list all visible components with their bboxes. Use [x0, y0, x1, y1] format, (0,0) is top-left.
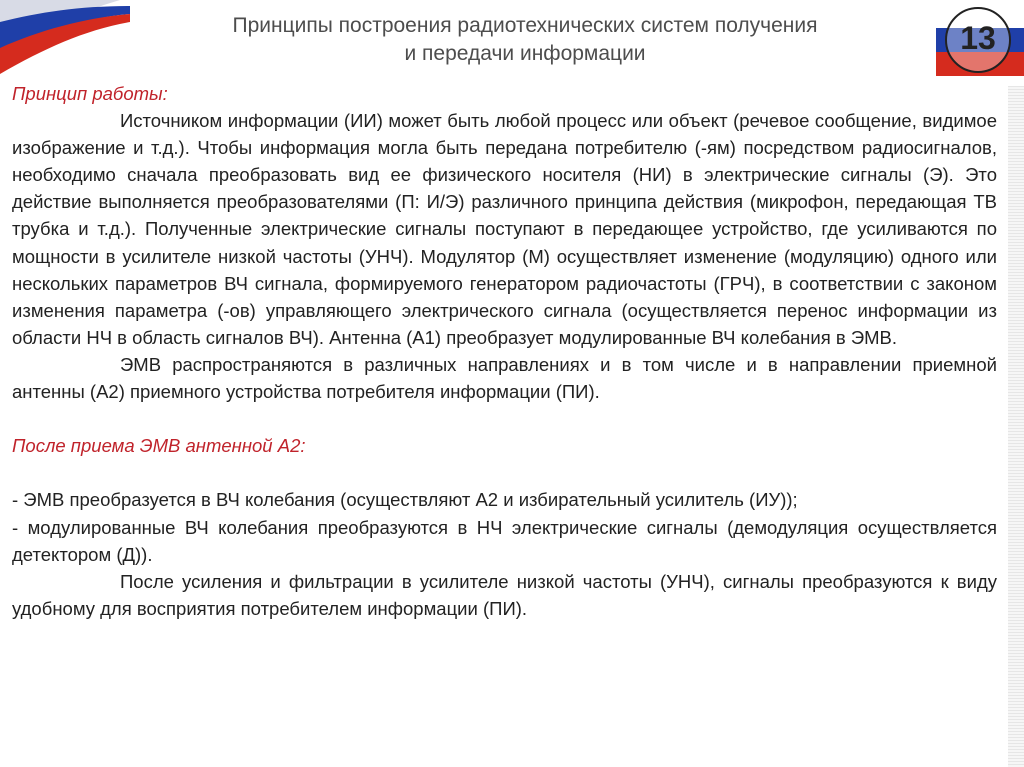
title-line-2: и передачи информации — [404, 42, 646, 65]
slide-title — [150, 12, 900, 68]
right-edge-stripes — [1008, 86, 1024, 767]
paragraph-principle-2: ЭМВ распространяются в различных направлениях и в том числе и в направлении приемной антенны (А2) приемного устройства потребителя информации (ПИ). — [12, 353, 997, 403]
page-number: 13 — [960, 20, 996, 56]
flag-ribbon-decoration — [0, 0, 130, 80]
paragraph-principle-1: Источником информации (ИИ) может быть любой процесс или объект (речевое сообщение, видимое изображение и т.д.). Чтобы информация могла быть передана потребителю (-ям) посредством радиосигналов, необходимо сначала преобразовать вид ее физического носителя (НИ) в электрические сигналы (Э). Это действие выполняется преобразователями (П: И/Э) различного принципа действия (микрофон, передающая ТВ трубка и т.д.). Полученные электрические сигналы поступают в передающее устройство, где усиливаются по мощности в усилителе низкой частоты (УНЧ). Модулятор (М) осуществляет изменение (модуляцию) одного или нескольких параметров ВЧ сигнала, формируемого генератором радиочастоты (ГРЧ), в соответствии с законом изменения параметра (-ов) управляющего электрического сигнала (осуществляется перенос информации из области НЧ в область сигналов ВЧ). Антенна (А1) преобразует модулированные ВЧ колебания в ЭМВ. — [12, 110, 997, 348]
section-heading-principle: Принцип работы: — [12, 83, 168, 104]
section-heading-after-reception: После приема ЭМВ антенной А2: — [12, 435, 306, 457]
slide-body — [12, 80, 997, 622]
list-item-2: - модулированные ВЧ колебания преобразуются в НЧ электрические сигналы (демодуляция осуществляется детектором (Д)). — [12, 516, 997, 565]
list-item-1: - ЭМВ преобразуется в ВЧ колебания (осуществляют А2 и избирательный усилитель (ИУ)); — [12, 489, 798, 511]
title-line-1: Принципы построения радиотехнических систем получения — [232, 14, 818, 37]
paragraph-conclusion: После усиления и фильтрации в усилителе низкой частоты (УНЧ), сигналы преобразуются к виду удобному для восприятия потребителем информации (ПИ). — [12, 570, 997, 619]
